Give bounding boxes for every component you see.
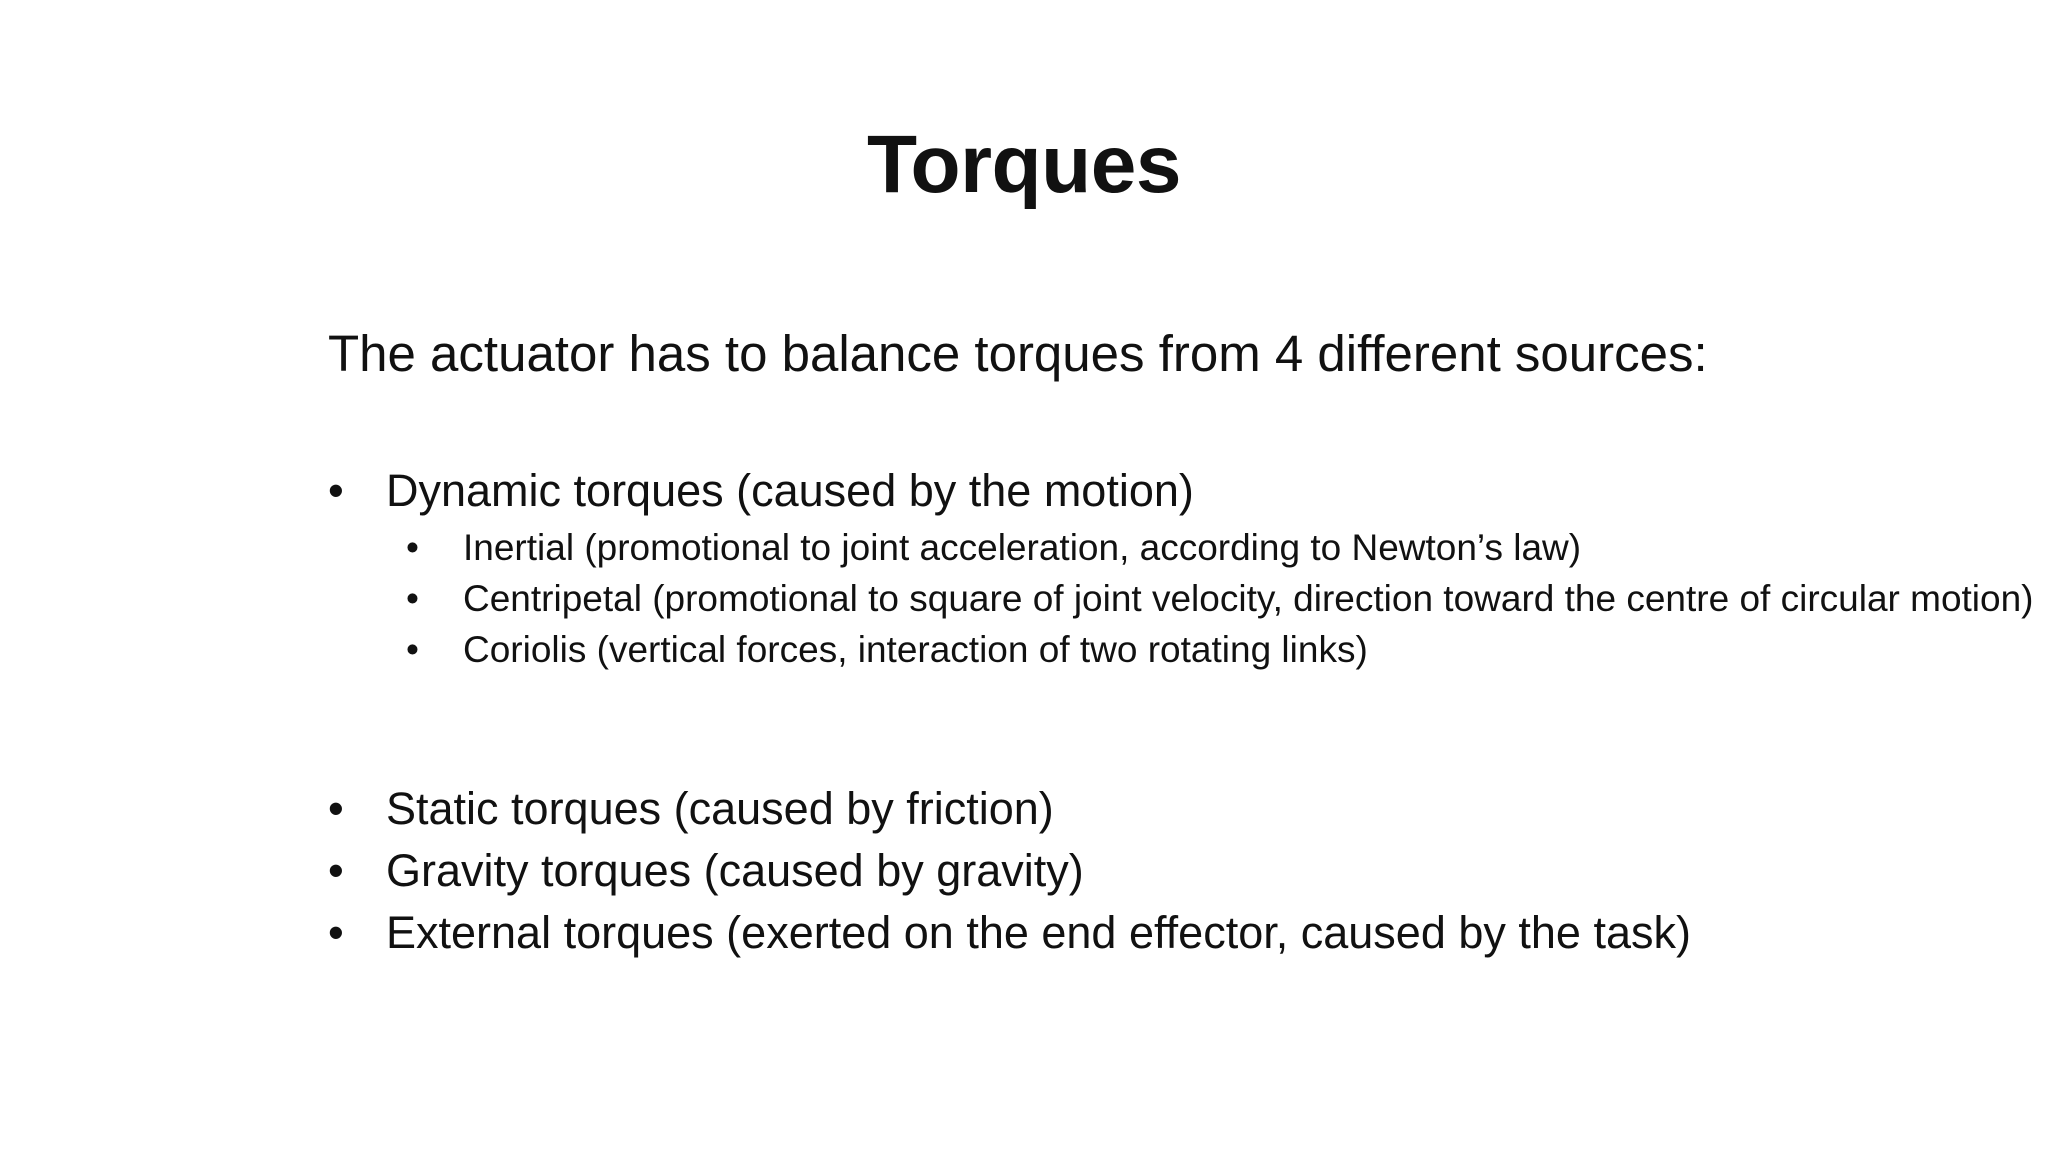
sub-list-container bbox=[328, 522, 2048, 675]
list-item-external bbox=[328, 902, 1691, 964]
dynamic-torques-list bbox=[328, 460, 2048, 675]
bullet-icon bbox=[406, 573, 419, 624]
list-item-label: Dynamic torques (caused by the motion) bbox=[386, 465, 1194, 516]
list-item-label: Gravity torques (caused by gravity) bbox=[386, 845, 1084, 896]
sub-item-label: Centripetal (promotional to square of joint velocity, direction toward the centre of circular motion) bbox=[463, 578, 2034, 619]
dynamic-sub-list bbox=[328, 522, 2048, 675]
sub-item-coriolis bbox=[328, 624, 2048, 675]
slide-title: Torques bbox=[867, 119, 1181, 210]
other-torques-list bbox=[328, 778, 1691, 964]
bullet-icon bbox=[328, 840, 344, 902]
list-item-label: Static torques (caused by friction) bbox=[386, 783, 1054, 834]
bullet-icon bbox=[328, 460, 344, 522]
bullet-icon bbox=[406, 522, 419, 573]
list-item-label: External torques (exerted on the end effector, caused by the task) bbox=[386, 907, 1691, 958]
list-item-static bbox=[328, 778, 1691, 840]
sub-item-label: Inertial (promotional to joint acceleration, according to Newton’s law) bbox=[463, 527, 1582, 568]
bullet-icon bbox=[406, 624, 419, 675]
bullet-icon bbox=[328, 902, 344, 964]
sub-item-inertial bbox=[328, 522, 2048, 573]
list-item-gravity bbox=[328, 840, 1691, 902]
sub-item-centripetal bbox=[328, 573, 2048, 624]
list-item-dynamic bbox=[328, 460, 2048, 522]
bullet-icon bbox=[328, 778, 344, 840]
sub-item-label: Coriolis (vertical forces, interaction of two rotating links) bbox=[463, 629, 1368, 670]
intro-text: The actuator has to balance torques from 4 different sources: bbox=[328, 325, 1708, 382]
